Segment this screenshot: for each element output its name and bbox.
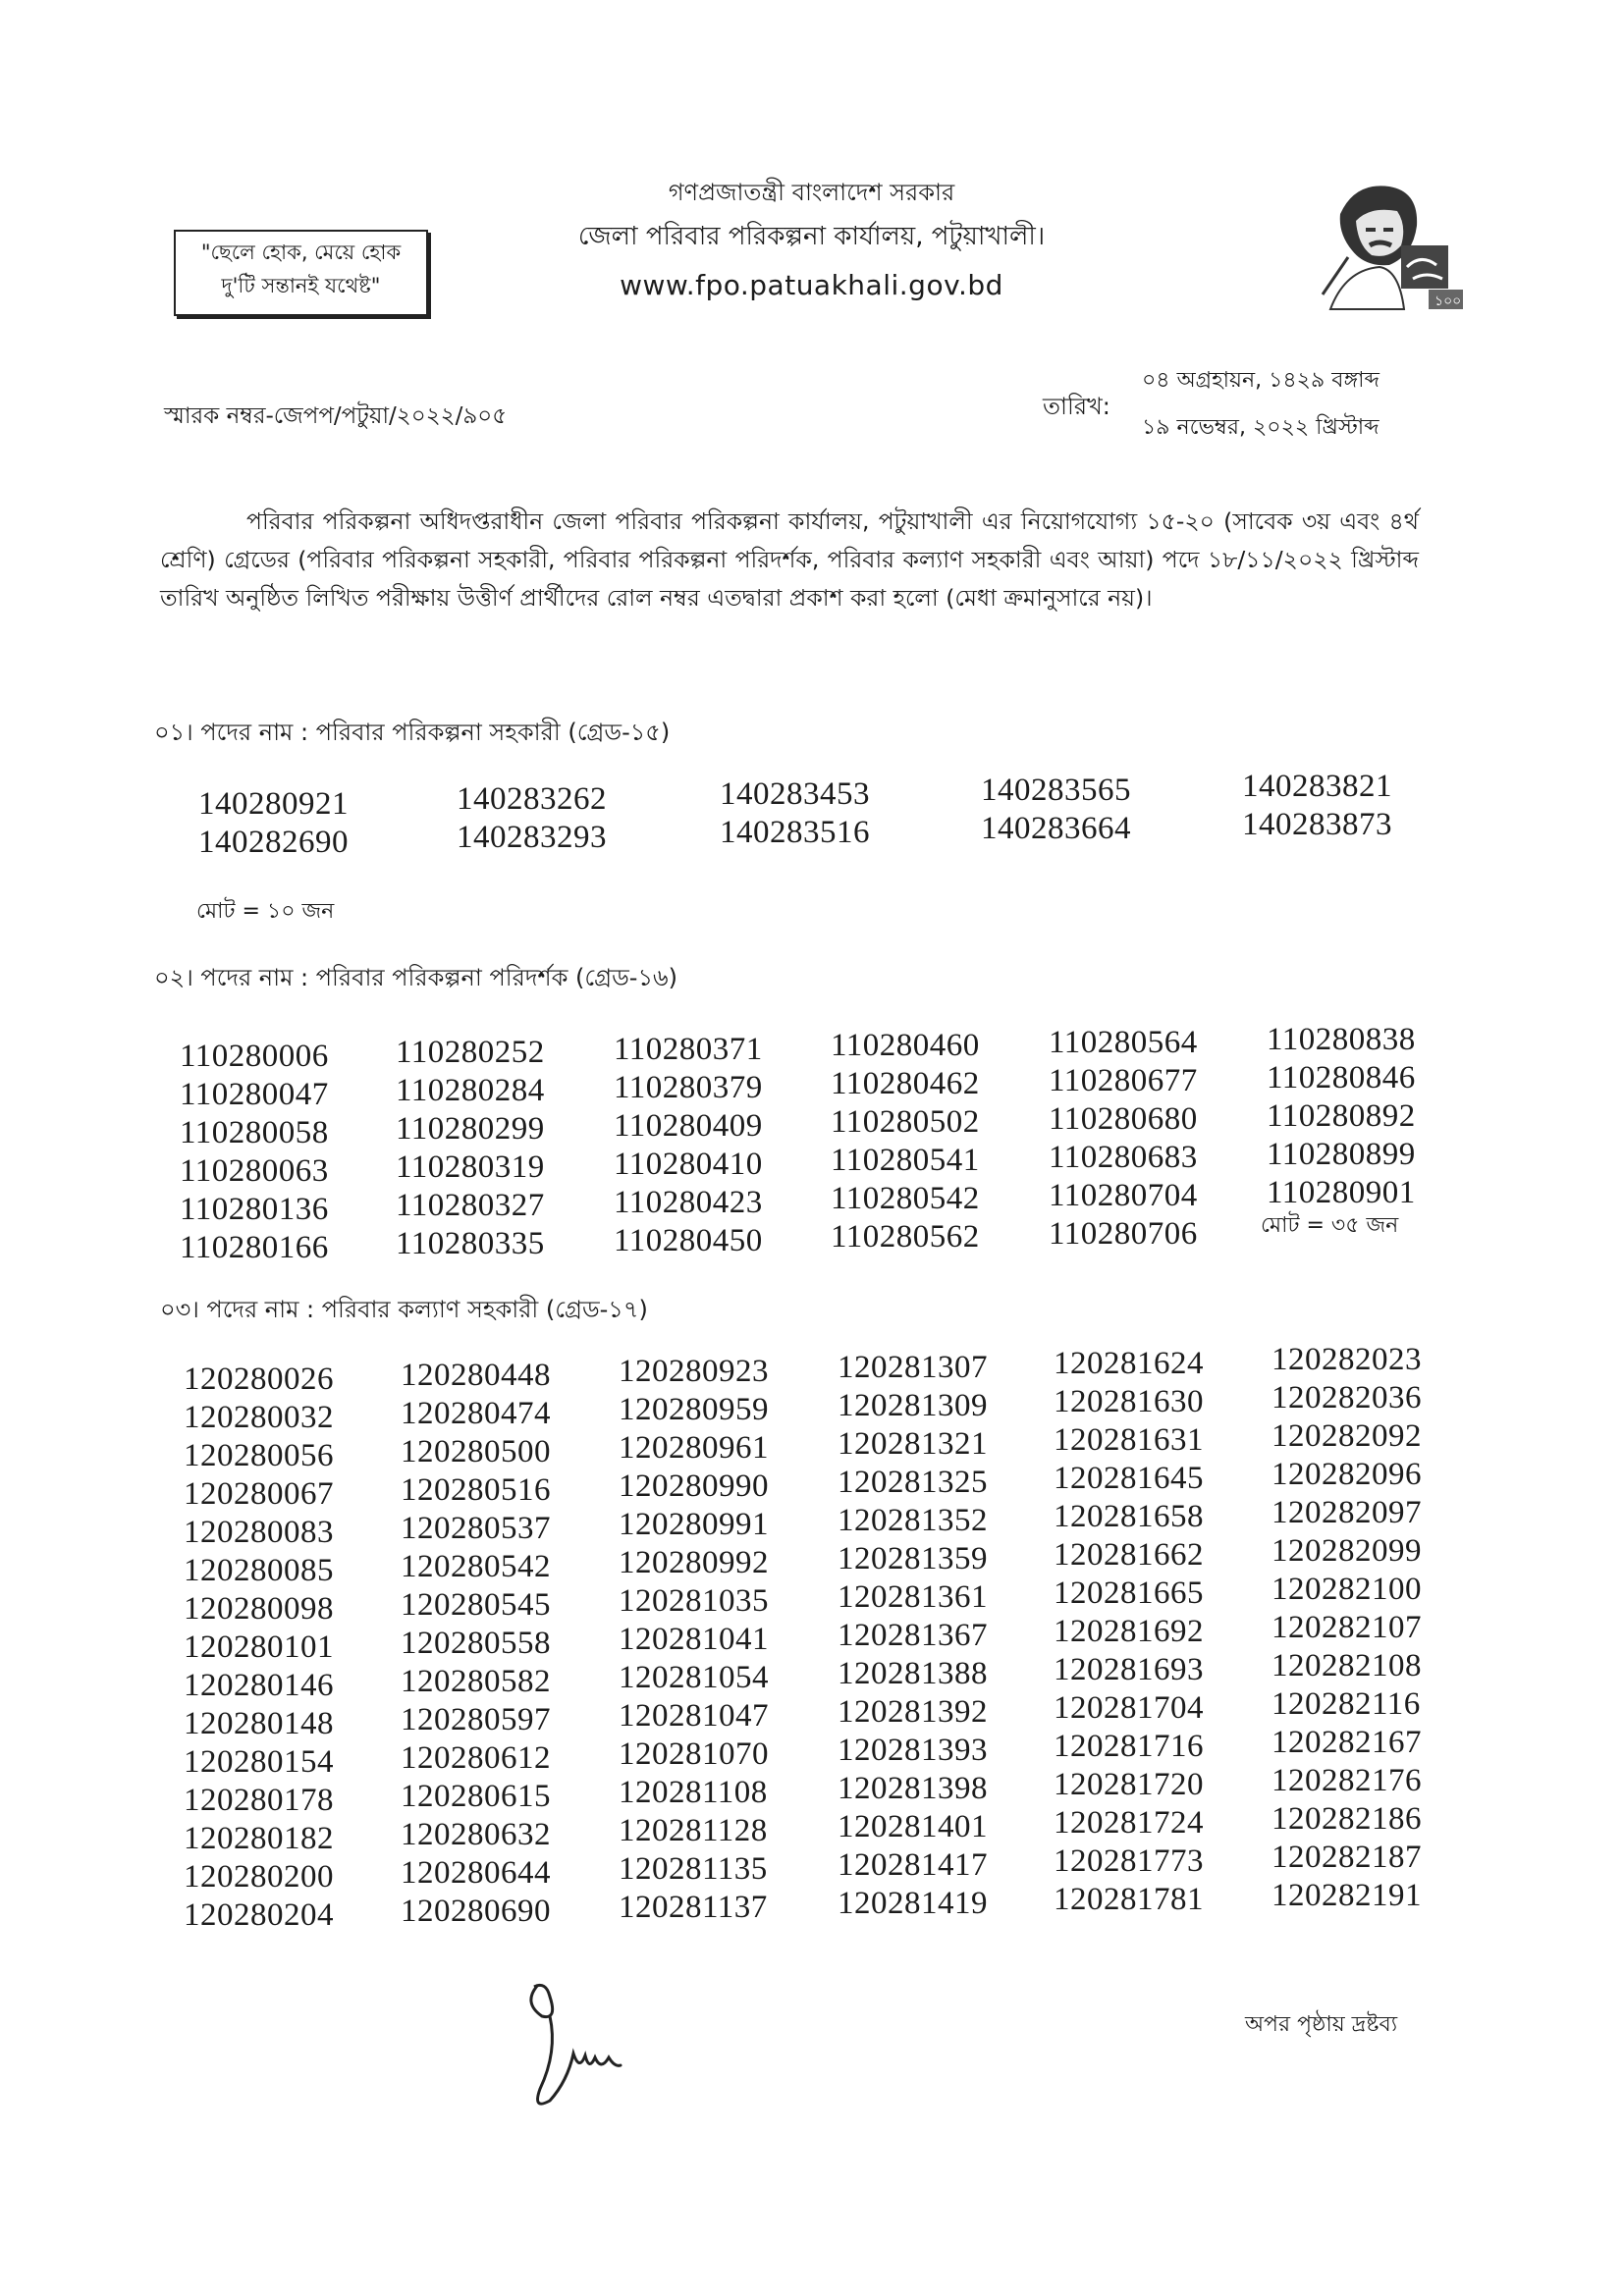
roll-number: 120280990 bbox=[619, 1468, 769, 1504]
roll-number: 120281417 bbox=[838, 1847, 988, 1883]
roll-number: 120280154 bbox=[184, 1744, 334, 1780]
roll-number: 120281692 bbox=[1054, 1614, 1204, 1649]
office-website: www.fpo.patuakhali.gov.bd bbox=[620, 269, 1003, 301]
date-label: তারিখ: bbox=[1043, 393, 1110, 420]
roll-number: 110280892 bbox=[1267, 1098, 1416, 1134]
intro-paragraph: পরিবার পরিকল্পনা অধিদপ্তরাধীন জেলা পরিবার পরিকল্পনা কার্যালয়, পটুয়াখালী এর নিয়োগযোগ্য ১৫-২০ (সাবেক ৩য় এবং ৪র্থ শ্রেণি) গ্রেডের (পরিবার পরিকল্পনা সহকারী, পরিবার পরিকল্পনা পরিদর্শক, পরিবার কল্যাণ সহকারী এবং আয়া) পদে ১৮/১১/২০২২ খ্রিস্টাব্দ তারিখ অনুষ্ঠিত লিখিত পরীক্ষায় উত্তীর্ণ প্রার্থীদের রোল নম্বর এতদ্বারা প্রকাশ করা হলো (মেধা ক্রমানুসারে নয়)। bbox=[160, 507, 1419, 612]
roll-column bbox=[180, 1038, 329, 1267]
roll-number: 120282092 bbox=[1271, 1418, 1422, 1454]
roll-number: 110280462 bbox=[831, 1066, 980, 1101]
roll-number: 110280058 bbox=[180, 1115, 329, 1150]
slogan-line-1: "ছেলে হোক, মেয়ে হোক bbox=[200, 240, 402, 264]
memo-number: স্মারক নম্বর-জেপপ/পটুয়া/২০২২/৯০৫ bbox=[164, 403, 508, 429]
roll-number: 120282096 bbox=[1271, 1457, 1422, 1492]
roll-number: 120281401 bbox=[838, 1809, 988, 1844]
roll-column bbox=[831, 1027, 980, 1256]
roll-number: 120280448 bbox=[401, 1358, 551, 1393]
roll-number: 110280899 bbox=[1267, 1137, 1416, 1172]
roll-number: 120282099 bbox=[1271, 1533, 1422, 1569]
roll-column bbox=[614, 1031, 763, 1260]
roll-number: 110280460 bbox=[831, 1028, 980, 1063]
roll-number: 120282187 bbox=[1271, 1840, 1422, 1875]
roll-column bbox=[720, 775, 870, 852]
roll-number: 120281773 bbox=[1054, 1843, 1204, 1879]
roll-number: 120280083 bbox=[184, 1515, 334, 1550]
roll-column bbox=[401, 1357, 551, 1931]
roll-number: 110280838 bbox=[1267, 1022, 1416, 1057]
roll-number: 120281367 bbox=[838, 1618, 988, 1653]
roll-number: 110280541 bbox=[831, 1143, 980, 1178]
roll-column bbox=[981, 772, 1131, 848]
roll-number: 140283453 bbox=[720, 776, 870, 812]
roll-number: 110280319 bbox=[396, 1149, 545, 1185]
roll-number: 110280410 bbox=[614, 1147, 763, 1182]
government-name: গণপ্রজাতন্ত্রী বাংলাদেশ সরকার bbox=[668, 179, 955, 206]
continued-note: অপর পৃষ্ঠায় দ্রষ্টব্য bbox=[1245, 2012, 1398, 2037]
date-bangla: ০৪ অগ্রহায়ন, ১৪২৯ বঙ্গাব্দ bbox=[1142, 368, 1380, 393]
roll-number: 120281035 bbox=[619, 1583, 769, 1619]
roll-number: 120282036 bbox=[1271, 1380, 1422, 1415]
roll-number: 120280474 bbox=[401, 1396, 551, 1431]
roll-number: 120281108 bbox=[619, 1775, 768, 1810]
roll-number: 120280101 bbox=[184, 1629, 334, 1665]
roll-number: 120280961 bbox=[619, 1430, 769, 1466]
roll-number: 120280690 bbox=[401, 1894, 551, 1929]
roll-number: 120280032 bbox=[184, 1400, 334, 1435]
roll-number: 120280992 bbox=[619, 1545, 769, 1580]
roll-number: 110280166 bbox=[180, 1230, 329, 1265]
svg-text:১০০: ১০০ bbox=[1434, 294, 1462, 309]
roll-number: 120280182 bbox=[184, 1821, 334, 1856]
date-english: ১৯ নভেম্বর, ২০২২ খ্রিস্টাব্দ bbox=[1142, 415, 1380, 440]
roll-number: 120281662 bbox=[1054, 1537, 1204, 1573]
roll-number: 120280542 bbox=[401, 1549, 551, 1584]
section-title-1: ০১। পদের নাম : পরিবার পরিকল্পনা সহকারী (গ্রেড-১৫) bbox=[154, 719, 671, 746]
roll-column bbox=[1242, 768, 1392, 844]
roll-number: 120280615 bbox=[401, 1779, 551, 1814]
roll-number: 110280252 bbox=[396, 1035, 545, 1070]
roll-number: 140283664 bbox=[981, 811, 1131, 846]
roll-column bbox=[838, 1349, 988, 1923]
roll-number: 120280204 bbox=[184, 1897, 334, 1933]
roll-number: 110280562 bbox=[831, 1219, 980, 1255]
roll-number: 120280923 bbox=[619, 1354, 769, 1389]
roll-number: 120280067 bbox=[184, 1476, 334, 1512]
roll-number: 120280200 bbox=[184, 1859, 334, 1895]
roll-number: 120281307 bbox=[838, 1350, 988, 1385]
roll-number: 120281070 bbox=[619, 1736, 769, 1772]
roll-number: 120280991 bbox=[619, 1507, 769, 1542]
roll-number: 140280921 bbox=[198, 786, 349, 822]
roll-number: 120280582 bbox=[401, 1664, 551, 1699]
section-title-2: ০২। পদের নাম : পরিবার পরিকল্পনা পরিদর্শক (গ্রেড-১৬) bbox=[154, 964, 677, 991]
roll-column bbox=[619, 1353, 769, 1927]
roll-number: 120282023 bbox=[1271, 1342, 1422, 1377]
roll-number: 120280500 bbox=[401, 1434, 551, 1469]
signature-icon bbox=[511, 1973, 648, 2120]
section-title-3: ০৩। পদের নাম : পরিবার কল্যাণ সহকারী (গ্রেড-১৭) bbox=[160, 1296, 648, 1323]
section-total-1: মোট = ১০ জন bbox=[196, 899, 335, 924]
roll-number: 120281392 bbox=[838, 1694, 988, 1730]
roll-column bbox=[1267, 1021, 1416, 1212]
roll-number: 120281361 bbox=[838, 1579, 988, 1615]
roll-number: 110280680 bbox=[1049, 1101, 1198, 1137]
roll-number: 120281388 bbox=[838, 1656, 988, 1691]
roll-number: 120281398 bbox=[838, 1771, 988, 1806]
roll-number: 110280901 bbox=[1267, 1175, 1416, 1210]
roll-number: 110280846 bbox=[1267, 1060, 1416, 1095]
roll-number: 120282100 bbox=[1271, 1572, 1422, 1607]
roll-number: 120280026 bbox=[184, 1362, 334, 1397]
roll-number: 120281665 bbox=[1054, 1575, 1204, 1611]
roll-number: 120280098 bbox=[184, 1591, 334, 1627]
roll-number: 120281720 bbox=[1054, 1767, 1204, 1802]
roll-number: 120281321 bbox=[838, 1426, 988, 1462]
roll-number: 120281047 bbox=[619, 1698, 769, 1734]
roll-number: 120281704 bbox=[1054, 1690, 1204, 1726]
roll-column bbox=[184, 1361, 334, 1935]
roll-number: 120281645 bbox=[1054, 1461, 1204, 1496]
roll-number: 110280677 bbox=[1049, 1063, 1198, 1098]
roll-number: 120280148 bbox=[184, 1706, 334, 1741]
roll-number: 110280299 bbox=[396, 1111, 545, 1147]
roll-number: 140283873 bbox=[1242, 807, 1392, 842]
roll-number: 120281137 bbox=[619, 1890, 768, 1925]
roll-number: 120281135 bbox=[619, 1851, 768, 1887]
roll-number: 110280371 bbox=[614, 1032, 763, 1067]
roll-number: 120280612 bbox=[401, 1740, 551, 1776]
roll-number: 120280558 bbox=[401, 1626, 551, 1661]
roll-number: 140283516 bbox=[720, 815, 870, 850]
roll-column bbox=[457, 780, 607, 857]
roll-number: 120282097 bbox=[1271, 1495, 1422, 1530]
roll-number: 120281781 bbox=[1054, 1882, 1204, 1917]
roll-number: 120282167 bbox=[1271, 1725, 1422, 1760]
roll-number: 120281693 bbox=[1054, 1652, 1204, 1687]
roll-number: 120281393 bbox=[838, 1733, 988, 1768]
roll-column bbox=[396, 1034, 545, 1263]
roll-column bbox=[1054, 1345, 1204, 1919]
roll-number: 120281631 bbox=[1054, 1422, 1204, 1458]
roll-number: 120282191 bbox=[1271, 1878, 1422, 1913]
roll-number: 120280056 bbox=[184, 1438, 334, 1473]
roll-number: 120281724 bbox=[1054, 1805, 1204, 1841]
roll-column bbox=[198, 785, 349, 862]
roll-number: 140282690 bbox=[198, 825, 349, 860]
roll-number: 110280564 bbox=[1049, 1025, 1198, 1060]
roll-number: 120280085 bbox=[184, 1553, 334, 1588]
roll-number: 110280423 bbox=[614, 1185, 763, 1220]
roll-number: 110280136 bbox=[180, 1192, 329, 1227]
roll-number: 120280632 bbox=[401, 1817, 551, 1852]
roll-number: 120280597 bbox=[401, 1702, 551, 1737]
mujib-borsho-portrait-icon bbox=[1311, 177, 1468, 314]
roll-number: 110280284 bbox=[396, 1073, 545, 1108]
roll-number: 110280502 bbox=[831, 1104, 980, 1140]
roll-number: 110280542 bbox=[831, 1181, 980, 1216]
roll-number: 110280704 bbox=[1049, 1178, 1198, 1213]
roll-number: 120282186 bbox=[1271, 1801, 1422, 1837]
roll-number: 140283565 bbox=[981, 773, 1131, 808]
roll-number: 110280450 bbox=[614, 1223, 763, 1258]
roll-number: 110280006 bbox=[180, 1039, 329, 1074]
roll-number: 120282176 bbox=[1271, 1763, 1422, 1798]
roll-number: 140283262 bbox=[457, 781, 607, 817]
roll-number: 110280409 bbox=[614, 1108, 763, 1144]
roll-column bbox=[1271, 1341, 1422, 1915]
roll-number: 120280146 bbox=[184, 1668, 334, 1703]
roll-number: 120282116 bbox=[1271, 1686, 1421, 1722]
roll-column bbox=[1049, 1024, 1198, 1254]
roll-number: 120281716 bbox=[1054, 1729, 1204, 1764]
roll-number: 110280327 bbox=[396, 1188, 545, 1223]
roll-number: 120281309 bbox=[838, 1388, 988, 1423]
roll-number: 120280516 bbox=[401, 1472, 551, 1508]
section-total-2: মোট = ৩৫ জন bbox=[1261, 1213, 1399, 1238]
roll-number: 120282108 bbox=[1271, 1648, 1422, 1683]
roll-number: 110280063 bbox=[180, 1153, 329, 1189]
roll-number: 120281630 bbox=[1054, 1384, 1204, 1419]
roll-number: 110280047 bbox=[180, 1077, 329, 1112]
roll-number: 120281352 bbox=[838, 1503, 988, 1538]
roll-number: 110280683 bbox=[1049, 1140, 1198, 1175]
roll-number: 120280644 bbox=[401, 1855, 551, 1891]
roll-number: 120280537 bbox=[401, 1511, 551, 1546]
roll-number: 120281128 bbox=[619, 1813, 768, 1848]
roll-number: 120281054 bbox=[619, 1660, 769, 1695]
roll-number: 120281359 bbox=[838, 1541, 988, 1576]
office-name: জেলা পরিবার পরিকল্পনা কার্যালয়, পটুয়াখালী। bbox=[577, 222, 1046, 251]
roll-number: 140283293 bbox=[457, 820, 607, 855]
roll-number: 120280545 bbox=[401, 1587, 551, 1623]
slogan-line-2: দু'টি সন্তানই যথেষ্ট" bbox=[221, 274, 381, 297]
roll-number: 120280178 bbox=[184, 1783, 334, 1818]
roll-number: 120281325 bbox=[838, 1465, 988, 1500]
roll-number: 110280335 bbox=[396, 1226, 545, 1261]
roll-number: 110280379 bbox=[614, 1070, 763, 1105]
roll-number: 110280706 bbox=[1049, 1216, 1198, 1252]
roll-number: 120281419 bbox=[838, 1886, 988, 1921]
roll-number: 120280959 bbox=[619, 1392, 769, 1427]
roll-number: 120282107 bbox=[1271, 1610, 1422, 1645]
roll-number: 140283821 bbox=[1242, 769, 1392, 804]
roll-number: 120281624 bbox=[1054, 1346, 1204, 1381]
roll-number: 120281041 bbox=[619, 1622, 769, 1657]
roll-number: 120281658 bbox=[1054, 1499, 1204, 1534]
